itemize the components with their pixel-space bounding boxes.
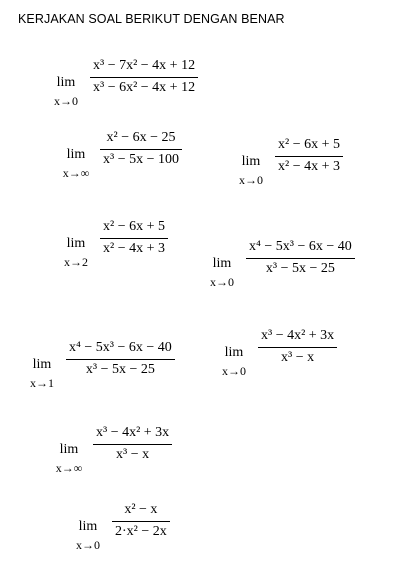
fraction-bar (258, 347, 337, 348)
fraction-bar (112, 521, 170, 522)
lim-label: lim (78, 519, 98, 534)
limit-approach: x→1 (30, 376, 54, 390)
limit-approach: x→0 (54, 94, 78, 108)
lim-label: lim (241, 154, 261, 169)
denominator: x³ − 5x − 25 (265, 261, 335, 276)
numerator: x⁴ − 5x³ − 6x − 40 (69, 340, 172, 355)
numerator: x² − 6x + 5 (103, 219, 165, 234)
limit-approach: x→0 (210, 275, 234, 289)
lim-label: lim (32, 357, 52, 372)
lim-label: lim (66, 147, 86, 162)
worksheet-title: KERJAKAN SOAL BERIKUT DENGAN BENAR (18, 12, 285, 26)
denominator: x³ − 5x − 25 (85, 362, 155, 377)
fraction (90, 57, 198, 97)
denominator: x² − 4x + 3 (278, 159, 340, 174)
fraction-bar (93, 444, 172, 445)
limit-approach: x→∞ (55, 461, 83, 475)
numerator: x² − 6x + 5 (278, 137, 340, 152)
limit-approach: x→∞ (62, 166, 90, 180)
limit-approach: x→2 (64, 255, 88, 269)
limit-approach: x→0 (239, 173, 263, 187)
numerator: x³ − 4x² + 3x (261, 328, 335, 343)
denominator: 2·x² − 2x (115, 524, 167, 539)
fraction (275, 136, 343, 176)
denominator: x³ − x (281, 350, 315, 365)
lim-label: lim (224, 345, 244, 360)
limit-approach: x→0 (222, 364, 246, 378)
fraction-bar (246, 258, 355, 259)
fraction (246, 238, 355, 278)
numerator: x⁴ − 5x³ − 6x − 40 (249, 239, 352, 254)
denominator: x³ − x (116, 447, 150, 462)
fraction (112, 501, 170, 541)
limit-approach: x→0 (76, 538, 100, 552)
fraction (100, 218, 168, 258)
lim-label: lim (66, 236, 86, 251)
lim-label: lim (212, 256, 232, 271)
fraction-bar (90, 77, 198, 78)
numerator: x³ − 4x² + 3x (96, 425, 170, 440)
fraction-bar (100, 149, 182, 150)
fraction-bar (100, 238, 168, 239)
fraction (258, 327, 337, 367)
lim-label: lim (56, 75, 76, 90)
fraction (100, 129, 182, 169)
lim-label: lim (59, 442, 79, 457)
fraction (93, 424, 172, 464)
fraction-bar (66, 359, 175, 360)
numerator: x² − 6x − 25 (106, 130, 176, 145)
fraction-bar (275, 156, 343, 157)
denominator: x³ − 5x − 100 (103, 152, 179, 167)
fraction (66, 339, 175, 379)
denominator: x² − 4x + 3 (103, 241, 165, 256)
denominator: x³ − 6x² − 4x + 12 (93, 80, 196, 95)
numerator: x³ − 7x² − 4x + 12 (93, 58, 196, 73)
numerator: x² − x (124, 502, 158, 517)
